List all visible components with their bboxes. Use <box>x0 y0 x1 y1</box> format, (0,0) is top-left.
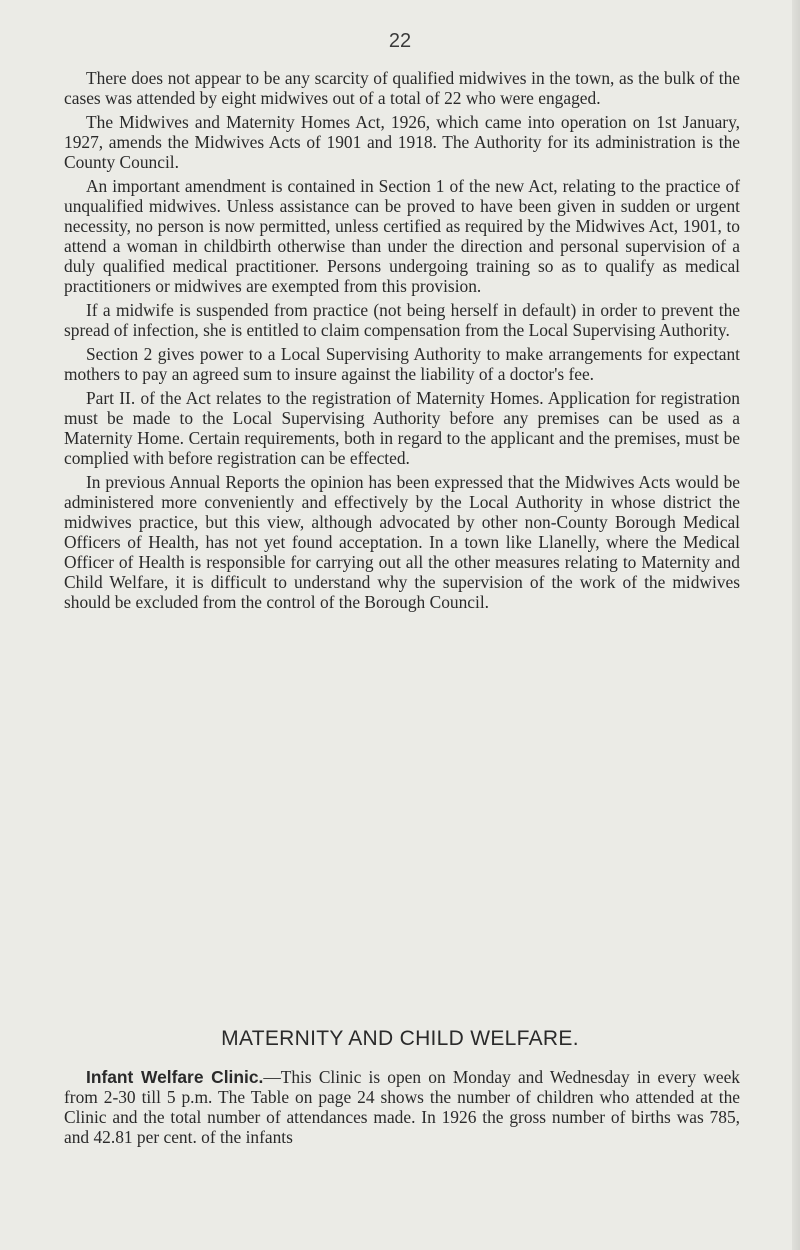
paragraph-act-1926: The Midwives and Maternity Homes Act, 1926, which came into operation on 1st January, 1927, amends the Midwives Acts of 1901 and 1918. The Authority for its administration is the County Council. <box>64 112 740 172</box>
paragraph-part-2: Part II. of the Act relates to the registration of Maternity Homes. Application for registration must be made to the Local Supervising Authority before any premises can be used as a Maternity Home. Certain requirements, both in regard to the applicant and the premises, must be complied with before registration can be effected. <box>64 388 740 468</box>
page-edge-shadow <box>792 0 800 1250</box>
report-body <box>64 68 740 616</box>
paragraph-previous-reports: In previous Annual Reports the opinion has been expressed that the Midwives Acts would be administered more conveniently and effectively by the Local Authority in whose district the midwives practice, but this view, although advocated by other non-County Borough Medical Officers of Health, has not yet found acceptation. In a town like Llanelly, where the Medical Officer of Health is responsible for carrying out all the other measures relating to Maternity and Child Welfare, it is difficult to understand why the supervision of the work of the midwives should be excluded from the control of the Borough Council. <box>64 472 740 612</box>
page-number: 22 <box>388 30 412 52</box>
clinic-section <box>64 1067 740 1147</box>
clinic-text: —This Clinic is open on Monday and Wednesday in every week from 2-30 till 5 p.m. The Table on page 24 shows the number of children who attended at the Clinic and the total number of attendances made. In 1926 the gross number of births was 785, and 42.81 per cent. of the infants <box>64 1067 740 1147</box>
clinic-paragraph <box>64 1067 740 1147</box>
paragraph-section-2: Section 2 gives power to a Local Supervising Authority to make arrangements for expectant mothers to pay an agreed sum to insure against the liability of a doctor's fee. <box>64 344 740 384</box>
paragraph-midwife-scarcity: There does not appear to be any scarcity of qualified midwives in the town, as the bulk of the cases was attended by eight midwives out of a total of 22 who were engaged. <box>64 68 740 108</box>
clinic-heading: Infant Welfare Clinic. <box>86 1067 264 1087</box>
paragraph-section-1: An important amendment is contained in Section 1 of the new Act, relating to the practice of unqualified midwives. Unless assistance can be proved to have been given in sudden or urgent necessity, no person is now permitted, unless certified as required by the Midwives Act, 1901, to attend a woman in childbirth otherwise than under the direction and personal supervision of a duly qualified medical practitioner. Persons undergoing training so as to qualify as medical practitioners or midwives are exempted from this provision. <box>64 176 740 296</box>
paragraph-suspension: If a midwife is suspended from practice (not being herself in default) in order to prevent the spread of infection, she is entitled to claim compensation from the Local Supervising Authority. <box>64 300 740 340</box>
section-heading: MATERNITY AND CHILD WELFARE. <box>221 1027 579 1050</box>
